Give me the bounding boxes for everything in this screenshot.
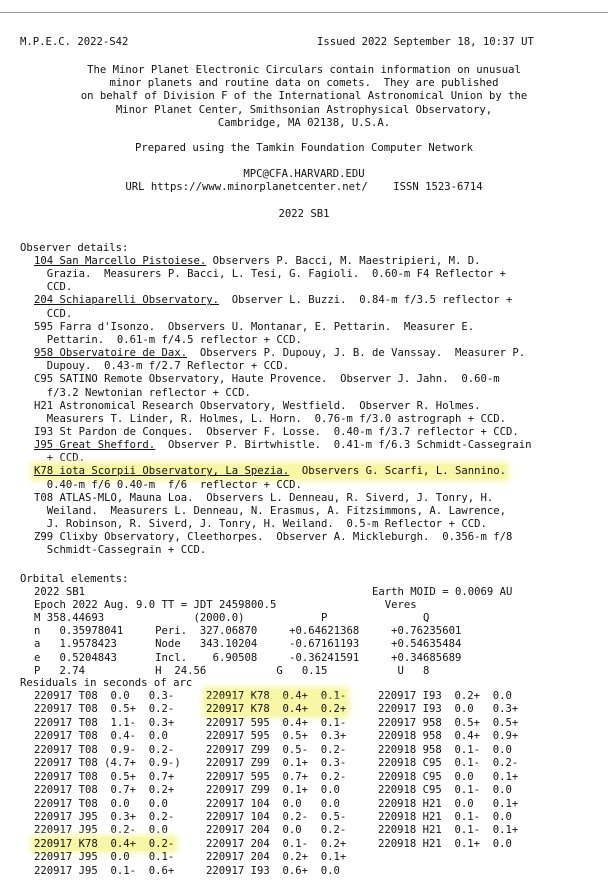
residual-row: 220917 T08 1.1- 0.3+ (34, 716, 175, 729)
residual-row: 220917 T08 0.0 0.3- (34, 690, 175, 702)
object-designation: 2022 SB1 (278, 208, 330, 220)
residual-row: 220918 H21 0.1- 0.1+ (378, 824, 519, 837)
observer-entry (34, 373, 500, 386)
observer-entry (34, 465, 506, 478)
residual-row (34, 838, 181, 851)
observer-text: Z99 Clixby Observatory, Cleethorpes. Observer A. Mickleburgh. 0.356-m f/8 (34, 531, 513, 544)
residual-row: 220917 T08 (4.7+ 0.9-) (34, 757, 181, 770)
observer-continuation: f/3.2 Newtonian reflector + CCD. (34, 386, 251, 399)
residual-row: 220917 J95 0.3+ 0.2- (34, 810, 175, 823)
observer-entry (34, 347, 525, 360)
observatory-link[interactable]: 104 San Marcello Pistoiese. (34, 255, 207, 267)
observer-continuation: Pettarin. 0.61-m f/4.5 reflector + CCD. (34, 333, 302, 346)
top-rule (0, 12, 608, 13)
residuals-column-2 (206, 690, 346, 878)
observer-continuation: Weiland. Measurers L. Denneau, N. Erasmus, A. Fitzsimmons, A. Lawrence, (34, 504, 506, 517)
residual-row: 220917 J95 0.0 0.1- (34, 851, 175, 864)
observer-text: 595 Farra d'Isonzo. Observers U. Montanar, E. Pettarin. Measurer E. (34, 320, 475, 333)
residual-row: 220917 958 0.5+ 0.5+ (378, 716, 519, 729)
observer-text: C95 SATINO Remote Observatory, Haute Provence. Observer J. Jahn. 0.60-m (34, 373, 500, 386)
residual-row: 220917 I93 0.6+ 0.0 (206, 864, 340, 877)
observer-entry (34, 426, 519, 439)
residual-row: 220917 I93 0.0 0.3+ (378, 703, 519, 716)
residual-row: 220917 595 0.7+ 0.2- (206, 770, 347, 783)
residuals-heading: Residuals in seconds of arc (20, 677, 193, 689)
observer-text: T08 ATLAS-MLO, Mauna Loa. Observers L. Denneau, R. Siverd, J. Tonry, H. (34, 491, 494, 504)
observer-continuation: Measurers T. Linder, R. Holmes, L. Horn. 0.76-m f/3.0 astrograph + CCD. (34, 412, 506, 425)
observatory-link[interactable]: 958 Observatoire de Dax. (34, 347, 188, 360)
residual-row: 220918 H21 0.1+ 0.0 (378, 837, 512, 850)
residual-row (206, 703, 346, 716)
observer-continuation: Grazia. Measurers P. Bacci, L. Tesi, G. Fagioli. 0.60-m F4 Reflector + (34, 268, 506, 281)
orbital-line: M 358.44693 (2000.0) P Q (34, 612, 430, 625)
observer-continuation: 0.40-m f/6 0.40-m f/6 reflector + CCD. (34, 478, 302, 491)
observer-entry (34, 492, 493, 505)
email-link[interactable]: MPC@CFA.HARVARD.EDU (243, 168, 365, 180)
orbital-line: 2022 SB1 Earth MOID = 0.0069 AU (34, 586, 513, 598)
residual-row: 220917 T08 0.4- 0.0 (34, 730, 168, 743)
observer-entry (34, 255, 480, 268)
residual-row: 220917 104 0.0 0.0 (206, 797, 340, 810)
observer-text: I93 St Pardon de Conques. Observer F. Losse. 0.40-m f/3.7 reflector + CCD. (34, 425, 519, 438)
residual-highlight: 220917 K78 0.4+ 0.2- (34, 837, 175, 850)
residual-row: 220917 T08 0.5+ 0.2- (34, 703, 175, 716)
observer-heading: Observer details: (20, 242, 129, 254)
intro-line: The Minor Planet Electronic Circulars contain information on unusual (87, 64, 521, 76)
residual-row: 220918 958 0.1- 0.0 (378, 743, 512, 756)
residual-row: 220918 H21 0.1- 0.0 (378, 810, 512, 823)
residual-highlight: 220917 K78 0.4+ 0.1- (206, 690, 347, 702)
observer-continuation: CCD. (34, 307, 73, 320)
residual-row: 220918 H21 0.0 0.1+ (378, 797, 519, 810)
observer-text: Observers P. Dupouy, J. B. de Vanssay. Measurer P. (187, 347, 526, 360)
residual-row: 220917 204 0.0 0.2- (206, 824, 347, 837)
prepared-line: Prepared using the Tamkin Foundation Computer Network (134, 142, 474, 154)
observer-entry (34, 439, 532, 452)
residual-row: 220917 Z99 0.1+ 0.0 (206, 784, 340, 797)
observatory-link[interactable]: K78 iota Scorpii Observatory, La Spezia. (34, 465, 290, 478)
observer-continuation: Schmidt-Cassegrain + CCD. (34, 544, 207, 557)
residual-row: 220917 595 0.4+ 0.1- (206, 716, 347, 729)
residuals-column-1 (34, 690, 181, 878)
observer-entry (34, 400, 480, 413)
residual-row: 220918 C95 0.1- 0.0 (378, 784, 512, 797)
residual-row (206, 690, 346, 703)
residual-row: 220917 Z99 0.5- 0.2- (206, 743, 347, 756)
residual-row: 220917 J95 0.2- 0.0 (34, 824, 168, 837)
url-line[interactable]: URL https://www.minorplanetcenter.net/ ISSN 1523-6714 (125, 181, 483, 193)
residual-row: 220917 Z99 0.1+ 0.3- (206, 757, 347, 770)
intro-line: Cambridge, MA 02138, U.S.A. (217, 116, 391, 129)
residual-row: 220917 595 0.5+ 0.3+ (206, 730, 347, 743)
residual-row: 220917 104 0.2- 0.5- (206, 810, 347, 823)
observer-continuation: Dupouy. 0.43-m f/2.7 Reflector + CCD. (34, 360, 290, 373)
orbital-line: a 1.9578423 Node 343.10204 -0.67161193 +0.54635484 (34, 638, 462, 651)
observer-entry (34, 531, 512, 544)
observer-text: H21 Astronomical Research Observatory, Westfield. Observer R. Holmes. (34, 399, 481, 412)
residual-row: 220917 I93 0.2+ 0.0 (378, 690, 512, 702)
orbital-line: e 0.5204843 Incl. 6.90508 -0.36241591 +0.34685689 (34, 651, 462, 664)
orbital-line: Epoch 2022 Aug. 9.0 TT = JDT 2459800.5 Veres (34, 599, 417, 612)
residual-row: 220917 204 0.2+ 0.1+ (206, 851, 347, 864)
residual-row: 220917 T08 0.5+ 0.7+ (34, 770, 175, 783)
residual-row: 220917 T08 0.0 0.0 (34, 797, 168, 810)
orbital-heading: Orbital elements: (20, 573, 129, 585)
orbital-line: n 0.35978041 Peri. 327.06870 +0.64621368 +0.76235601 (34, 625, 462, 638)
observer-continuation: CCD. (34, 281, 73, 294)
residual-row: 220918 958 0.4+ 0.9+ (378, 730, 519, 743)
residual-row: 220917 204 0.1- 0.2+ (206, 837, 347, 850)
observer-continuation: J. Robinson, R. Siverd, J. Tonry, H. Weiland. 0.5-m Reflector + CCD. (34, 518, 487, 530)
observer-continuation: + CCD. (34, 452, 86, 465)
intro-line: minor planets and routine data on comets. They are published (109, 77, 499, 90)
observer-entry (34, 294, 512, 307)
orbital-line: P 2.74 H 24.56 G 0.15 U 8 (34, 664, 430, 677)
observatory-link[interactable]: 204 Schiaparelli Observatory. (34, 294, 219, 307)
residual-row: 220917 J95 0.1- 0.6+ (34, 864, 175, 877)
residual-row: 220918 C95 0.1- 0.2- (378, 757, 519, 770)
intro-line: Minor Planet Center, Smithsonian Astrophysical Observatory, (115, 103, 493, 116)
intro-line: on behalf of Division F of the International Astronomical Union by the (80, 90, 528, 103)
observer-text: Observer P. Birtwhistle. 0.41-m f/6.3 Schmidt-Cassegrain (155, 439, 532, 452)
residual-highlight: 220917 K78 0.4+ 0.2+ (206, 703, 347, 716)
residuals-column-3 (378, 690, 518, 851)
observer-text: Observer L. Buzzi. 0.84-m f/3.5 reflector + (218, 294, 513, 307)
residual-row: 220918 C95 0.0 0.1+ (378, 770, 519, 783)
issued-date: Issued 2022 September 18, 10:37 UT (317, 36, 534, 48)
observer-entry (34, 321, 474, 334)
residual-row: 220917 T08 0.7+ 0.2+ (34, 784, 175, 797)
mpec-number: M.P.E.C. 2022-S42 (20, 36, 129, 48)
observatory-link[interactable]: J95 Great Shefford. (34, 439, 156, 452)
observer-text: Observers G. Scarfi, L. Sannino. (289, 465, 506, 478)
residual-row: 220917 T08 0.9- 0.2- (34, 743, 175, 756)
observer-text: Observers P. Bacci, M. Maestripieri, M. D. (206, 255, 481, 267)
